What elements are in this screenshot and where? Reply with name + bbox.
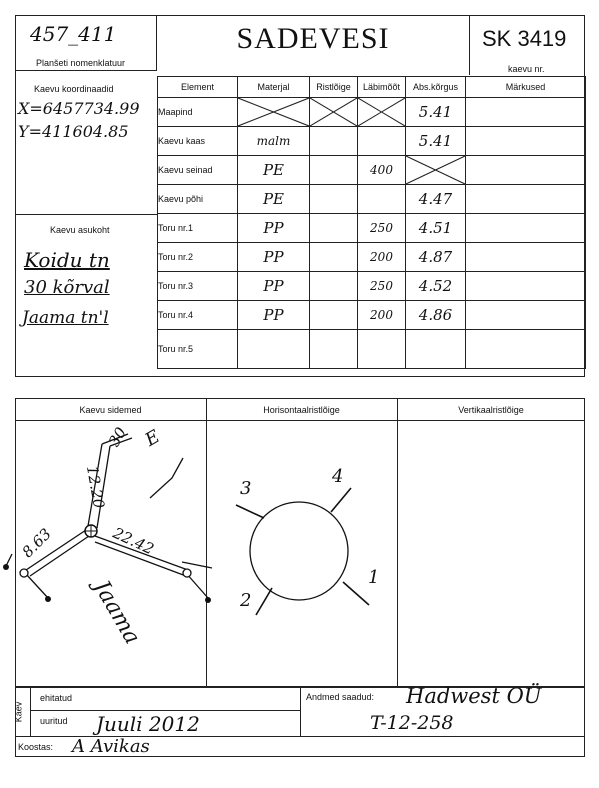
elements-table: [157, 76, 586, 369]
cross-cell: [310, 301, 358, 330]
sketch-label-street: Jaama: [88, 576, 145, 649]
table-row: [158, 185, 586, 214]
page-title: SADEVESI: [236, 22, 390, 55]
location-line-2: 30 kõrval: [24, 277, 110, 298]
sketch-title-vertical: Vertikaalristlõige: [458, 405, 524, 415]
element-cell: Kaevu põhi: [158, 185, 238, 214]
compiled-value: A Avikas: [72, 736, 150, 757]
element-cell: Toru nr.4: [158, 301, 238, 330]
notes-cell: [466, 98, 586, 127]
material-cell: [238, 330, 310, 369]
element-cell: Kaevu seinad: [158, 156, 238, 185]
kaev-label: Kaev: [13, 701, 24, 723]
diameter-cell: 400: [358, 156, 406, 185]
divider: [30, 710, 300, 711]
notes-cell: [466, 330, 586, 369]
sketch-label-22-42: 22.42: [110, 523, 157, 559]
nomenclature-label: Planšeti nomenklatuur: [36, 58, 126, 68]
sketch-label-30: 30: [104, 424, 131, 450]
notes-cell: [466, 127, 586, 156]
element-cell: Toru nr.2: [158, 243, 238, 272]
element-cell: Toru nr.3: [158, 272, 238, 301]
diameter-cell: 200: [358, 301, 406, 330]
material-cell: PP: [238, 243, 310, 272]
well-number-value: SK 3419: [482, 26, 567, 51]
table-row: [158, 156, 586, 185]
surveyed-label: uuritud: [40, 716, 68, 726]
coord-y: Y=411604.85: [18, 122, 129, 141]
col-header-element: Element: [158, 77, 238, 98]
table-row: [158, 272, 586, 301]
crossed-cell: [406, 156, 466, 185]
col-header-diameter: Läbimõõt: [358, 77, 406, 98]
table-row: [158, 301, 586, 330]
divider: [15, 214, 157, 215]
data-from-label: Andmed saadud:: [306, 692, 375, 702]
diameter-cell: 200: [358, 243, 406, 272]
location-line-1: Koidu tn: [24, 248, 110, 272]
pipe-number-4: 4: [332, 466, 344, 487]
cross-cell: [310, 243, 358, 272]
pipe-number-2: 2: [240, 590, 252, 611]
compiled-label: Koostas:: [18, 742, 54, 752]
cross-cell: [310, 214, 358, 243]
divider: [397, 398, 398, 687]
pipe-number-1: 1: [368, 567, 380, 588]
sketch-label-e: E: [141, 426, 164, 451]
crossed-cell: [358, 98, 406, 127]
data-from-ref: T-12-258: [370, 712, 454, 734]
diameter-cell: 250: [358, 214, 406, 243]
element-cell: Toru nr.1: [158, 214, 238, 243]
notes-cell: [466, 156, 586, 185]
table-row: [158, 127, 586, 156]
coords-label: Kaevu koordinaadid: [34, 84, 114, 94]
cross-cell: [310, 156, 358, 185]
col-header-material: Materjal: [238, 77, 310, 98]
divider: [584, 687, 585, 757]
abs-cell: 4.86: [406, 301, 466, 330]
material-cell: PP: [238, 214, 310, 243]
abs-cell: 4.87: [406, 243, 466, 272]
cross-cell: [310, 330, 358, 369]
abs-cell: 4.47: [406, 185, 466, 214]
notes-cell: [466, 243, 586, 272]
element-cell: Maapind: [158, 98, 238, 127]
surveyed-value: Juuli 2012: [96, 712, 200, 736]
col-header-abs: Abs.kõrgus: [406, 77, 466, 98]
diameter-cell: 250: [358, 272, 406, 301]
diameter-cell: [358, 127, 406, 156]
cross-cell: [310, 127, 358, 156]
sketch-label-8-63: 8.63: [18, 524, 55, 562]
location-line-3: Jaama tn'l: [22, 308, 109, 328]
divider: [300, 687, 301, 736]
table-row: [158, 214, 586, 243]
sketch-title-connections: Kaevu sidemed: [79, 405, 142, 415]
notes-cell: [466, 272, 586, 301]
material-cell: PE: [238, 185, 310, 214]
data-from-value: Hadwest OÜ: [406, 684, 542, 708]
table-header-row: [158, 77, 586, 98]
abs-cell: 5.41: [406, 127, 466, 156]
material-cell: PP: [238, 272, 310, 301]
element-cell: Toru nr.5: [158, 330, 238, 369]
col-header-notes: Märkused: [466, 77, 586, 98]
abs-cell: [406, 330, 466, 369]
coord-x: X=6457734.99: [18, 99, 140, 118]
cross-cell: [310, 272, 358, 301]
pipe-number-3: 3: [240, 478, 252, 499]
notes-cell: [466, 301, 586, 330]
crossed-cell: [238, 98, 310, 127]
material-cell: malm: [238, 127, 310, 156]
sketch-label-12-20: 12.20: [82, 464, 109, 510]
material-cell: PE: [238, 156, 310, 185]
nomenclature-value: 457_411: [30, 22, 117, 46]
abs-cell: 4.52: [406, 272, 466, 301]
built-label: ehitatud: [40, 693, 73, 703]
material-cell: PP: [238, 301, 310, 330]
notes-cell: [466, 185, 586, 214]
table-row: [158, 243, 586, 272]
cross-cell: [310, 185, 358, 214]
table-row: [158, 330, 586, 369]
diameter-cell: [358, 330, 406, 369]
table-row: [158, 98, 586, 127]
horizontal-section-sketch: [206, 420, 397, 685]
abs-cell: 4.51: [406, 214, 466, 243]
element-cell: Kaevu kaas: [158, 127, 238, 156]
crossed-cell: [310, 98, 358, 127]
divider: [30, 687, 31, 736]
sketch-title-horizontal: Horisontaalristlõige: [263, 405, 340, 415]
location-label: Kaevu asukoht: [50, 225, 110, 235]
col-header-cross: Ristlõige: [310, 77, 358, 98]
abs-cell: 5.41: [406, 98, 466, 127]
notes-cell: [466, 214, 586, 243]
well-number-label: kaevu nr.: [508, 64, 545, 74]
diameter-cell: [358, 185, 406, 214]
